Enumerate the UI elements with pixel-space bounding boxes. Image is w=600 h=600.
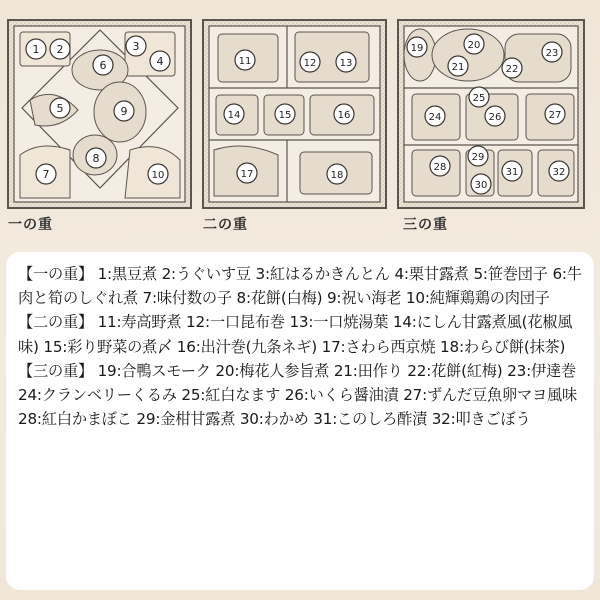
marker-9: [114, 101, 134, 121]
marker-5: [50, 98, 70, 118]
legend-item: 12:一口昆布巻: [186, 313, 285, 332]
legend-item: 18:わらび餅(抹茶): [440, 337, 566, 356]
marker-22: [502, 58, 522, 78]
marker-number: 1: [32, 43, 40, 56]
marker-number: 20: [467, 40, 481, 51]
legend-item: 25:紅白なます: [181, 386, 281, 405]
legend-item: 6:牛肉と筍のしぐれ煮: [18, 265, 582, 308]
marker-number: 7: [42, 168, 50, 181]
legend-item: 8:花餅(白梅): [236, 289, 323, 308]
marker-number: 9: [120, 105, 128, 118]
legend-item: 26:いくら醤油漬: [284, 386, 399, 405]
marker-13: [336, 52, 356, 72]
legend-item: 4:栗甘露煮: [394, 265, 469, 283]
marker-18: [327, 164, 347, 184]
marker-number: 8: [92, 152, 100, 165]
marker-2: [50, 39, 70, 59]
legend-item: 3:紅はるかきんとん: [255, 265, 390, 283]
marker-31: [502, 161, 522, 181]
marker-17: [237, 163, 257, 183]
marker-number: 26: [488, 112, 502, 123]
marker-30: [471, 174, 491, 194]
marker-number: 23: [545, 48, 559, 59]
marker-8: [86, 148, 106, 168]
legend-item: 2:うぐいす豆: [161, 265, 251, 283]
marker-21: [448, 56, 468, 76]
marker-29: [468, 146, 488, 166]
marker-number: 22: [505, 64, 519, 75]
legend-item: 24:クランベリーくるみ: [18, 386, 177, 405]
legend-item: 9:祝い海老: [326, 289, 402, 308]
legend-item: 19:合鴨スモーク: [97, 361, 211, 380]
legend-item: 20:梅花人参旨煮: [215, 361, 330, 380]
box-label-ichi: 一の重: [8, 217, 53, 233]
legend-item: 29:金柑甘露煮: [136, 410, 236, 429]
legend-item: 10:純輝鶏鶏の肉団子: [405, 289, 550, 308]
marker-number: 2: [56, 43, 64, 56]
marker-number: 14: [227, 110, 241, 121]
marker-number: 30: [474, 180, 488, 191]
legend-item: 11:寿高野煮: [97, 313, 182, 332]
legend-item: 1:黒豆煮: [97, 265, 157, 283]
legend-item: 17:さわら西京焼: [321, 337, 436, 356]
marker-number: 16: [337, 110, 351, 121]
legend-item: 13:一口焼湯葉: [289, 313, 389, 332]
marker-20: [464, 34, 484, 54]
marker-number: 12: [303, 58, 317, 69]
marker-number: 5: [56, 102, 64, 115]
marker-number: 24: [428, 112, 442, 123]
legend-item: 30:わかめ: [239, 410, 309, 429]
marker-number: 17: [240, 169, 254, 180]
legend-item: 27:ずんだ豆魚卵マヨ風味: [403, 386, 577, 405]
marker-number: 27: [548, 110, 562, 121]
marker-10: [148, 164, 168, 184]
legend-item: 21:田作り: [333, 361, 403, 380]
marker-27: [545, 104, 565, 124]
marker-32: [549, 161, 569, 181]
legend-item: 32:叩きごぼう: [431, 410, 531, 429]
marker-number: 11: [238, 56, 252, 67]
legend-item: 23:伊達巻: [507, 361, 576, 380]
marker-number: 18: [330, 170, 344, 181]
legend-item: 16:出汁巻(九条ネギ): [176, 337, 317, 356]
marker-23: [542, 42, 562, 62]
marker-11: [235, 50, 255, 70]
marker-14: [224, 104, 244, 124]
legend-item: 14:にしん甘露煮風(花椒風味): [18, 313, 573, 356]
marker-number: 31: [505, 167, 519, 178]
marker-28: [430, 156, 450, 176]
marker-7: [36, 164, 56, 184]
marker-number: 32: [552, 167, 566, 178]
marker-25: [469, 87, 489, 107]
section-title-ichi: 【一の重】: [18, 265, 93, 283]
marker-number: 28: [433, 162, 447, 173]
marker-24: [425, 106, 445, 126]
box-label-san: 三の重: [403, 217, 448, 233]
legend-item: 22:花餅(紅梅): [407, 361, 503, 380]
section-title-san: 【三の重】: [18, 361, 93, 380]
box-label-ni: 二の重: [203, 217, 248, 233]
marker-number: 15: [278, 110, 292, 121]
marker-4: [150, 51, 170, 71]
marker-number: 25: [472, 93, 486, 104]
legend-item: 15:彩り野菜の煮〆: [43, 337, 173, 356]
marker-26: [485, 106, 505, 126]
marker-15: [275, 104, 295, 124]
marker-number: 19: [410, 43, 424, 54]
section-title-ni: 【二の重】: [18, 313, 93, 332]
marker-number: 13: [339, 58, 353, 69]
marker-6: [93, 55, 113, 75]
marker-number: 21: [451, 62, 465, 73]
marker-number: 6: [99, 59, 107, 72]
legend-item: 28:紅白かまぼこ: [18, 410, 132, 429]
marker-16: [334, 104, 354, 124]
marker-3: [126, 36, 146, 56]
marker-12: [300, 52, 320, 72]
marker-number: 4: [156, 55, 164, 68]
marker-number: 3: [132, 40, 140, 53]
jubako-diagram: [0, 0, 600, 250]
legend-panel: [6, 252, 594, 590]
marker-19: [407, 37, 427, 57]
marker-1: [26, 39, 46, 59]
marker-number: 10: [151, 170, 165, 181]
legend-item: 5:笹巻団子: [473, 265, 548, 283]
marker-number: 29: [471, 152, 485, 163]
legend-item: 7:味付数の子: [142, 289, 232, 308]
legend-item: 31:このしろ酢漬: [313, 410, 428, 429]
